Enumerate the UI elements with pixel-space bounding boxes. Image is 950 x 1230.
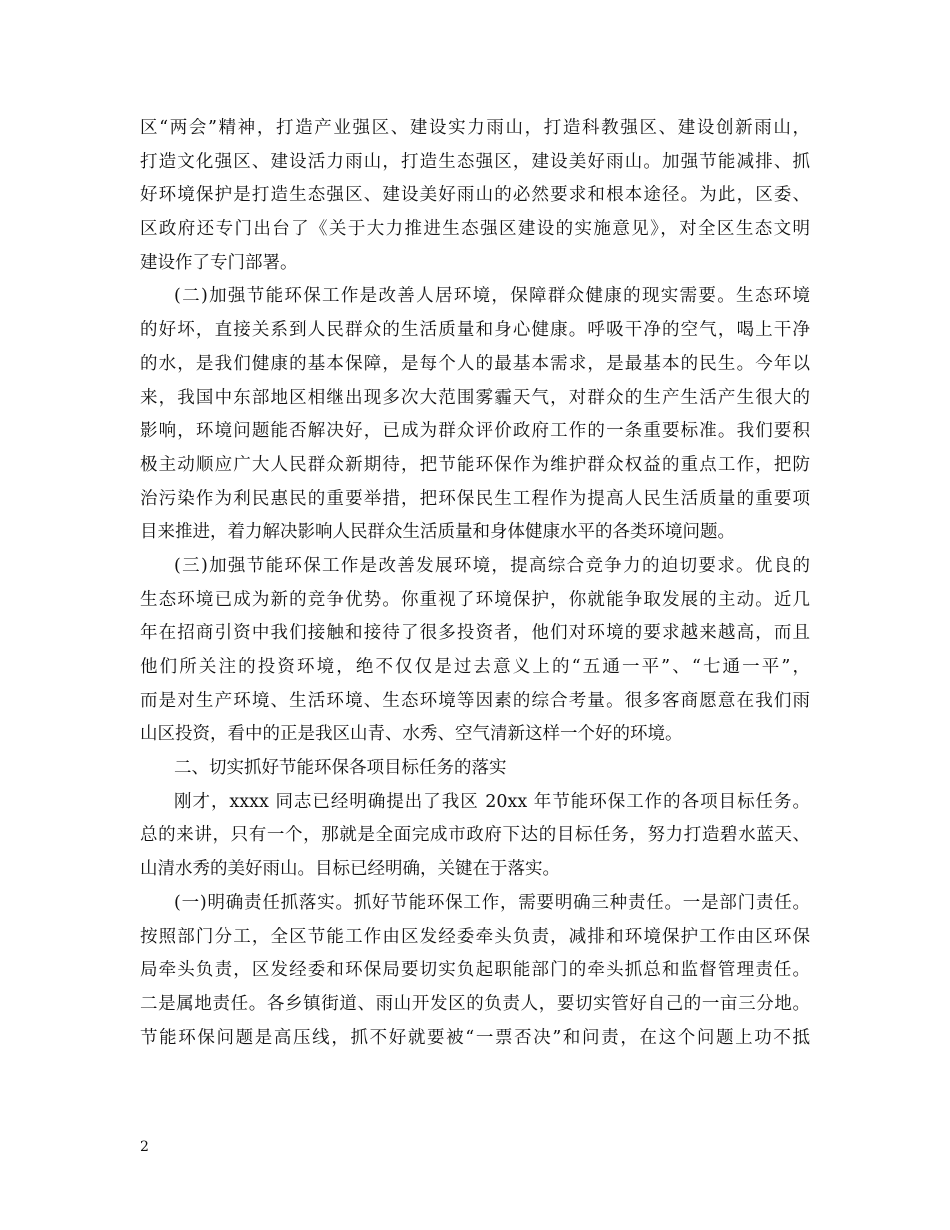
text-line: 山清水秀的美好雨山。目标已经明确，关键在于落实。 [140, 859, 560, 880]
text-line: 节能环保问题是高压线，抓不好就要被“一票否决”和问责，在这个问题上功不抵 [140, 1027, 810, 1048]
text-line: 的好坏，直接关系到人民群众的生活质量和身心健康。呼吸干净的空气，喝上干净 [140, 320, 810, 341]
text-line: 按照部门分工，全区节能工作由区发经委牵头负责，减排和环境保护工作由区环保 [140, 926, 810, 947]
text-line: 的水，是我们健康的基本保障，是每个人的最基本需求，是最基本的民生。今年以 [140, 353, 810, 374]
text-line: 而是对生产环境、生活环境、生态环境等因素的综合考量。很多客商愿意在我们雨 [140, 690, 810, 711]
paragraph-start-line: (一)明确责任抓落实。抓好节能环保工作，需要明确三种责任。一是部门责任。 [174, 892, 810, 913]
page-number: 2 [140, 1139, 149, 1155]
section-heading: 二、切实抓好节能环保各项目标任务的落实 [174, 758, 507, 779]
text-line: 二是属地责任。各乡镇街道、雨山开发区的负责人，要切实管好自己的一亩三分地。 [140, 993, 810, 1014]
text-line: 区“两会”精神，打造产业强区、建设实力雨山，打造科教强区、建设创新雨山， [140, 118, 810, 138]
text-line: 打造文化强区、建设活力雨山，打造生态强区，建设美好雨山。加强节能减排、抓 [140, 151, 810, 172]
text-line: 年在招商引资中我们接触和接待了很多投资者，他们对环境的要求越来越高，而且 [140, 623, 810, 644]
text-line: 影响，环境问题能否解决好，已成为群众评价政府工作的一条重要标准。我们要积 [140, 421, 810, 442]
text-line: 区政府还专门出台了《关于大力推进生态强区建设的实施意见》，对全区生态文明 [140, 219, 810, 240]
document-body [140, 112, 810, 1055]
text-line: 目来推进，着力解决影响人民群众生活质量和身体健康水平的各类环境问题。 [140, 522, 735, 543]
paragraph-start-line: 刚才，xxxx 同志已经明确提出了我区 20xx 年节能环保工作的各项目标任务。 [174, 791, 810, 812]
paragraph-start-line: (二)加强节能环保工作是改善人居环境，保障群众健康的现实需要。生态环境 [174, 286, 810, 307]
text-line: 治污染作为利民惠民的重要举措，把环保民生工程作为提高人民生活质量的重要项 [140, 488, 810, 509]
text-line: 总的来讲，只有一个，那就是全面完成市政府下达的目标任务，努力打造碧水蓝天、 [140, 825, 810, 846]
text-line: 极主动顺应广大人民群众新期待，把节能环保作为维护群众权益的重点工作，把防 [140, 454, 810, 475]
text-line: 生态环境已成为新的竞争优势。你重视了环境保护，你就能争取发展的主动。近几 [140, 589, 810, 610]
text-line: 局牵头负责，区发经委和环保局要切实负起职能部门的牵头抓总和监督管理责任。 [140, 960, 810, 981]
paragraph-start-line: (三)加强节能环保工作是改善发展环境，提高综合竞争力的迫切要求。优良的 [174, 555, 810, 576]
text-line: 来，我国中东部地区相继出现多次大范围雾霾天气，对群众的生产生活产生很大的 [140, 387, 810, 408]
text-line: 他们所关注的投资环境，绝不仅仅是过去意义上的“五通一平”、“七通一平”， [140, 657, 810, 677]
text-line: 山区投资，看中的正是我区山青、水秀、空气清新这样一个好的环境。 [140, 724, 683, 745]
text-line: 建设作了专门部署。 [140, 252, 298, 273]
text-line: 好环境保护是打造生态强区、建设美好雨山的必然要求和根本途径。为此，区委、 [140, 185, 810, 206]
